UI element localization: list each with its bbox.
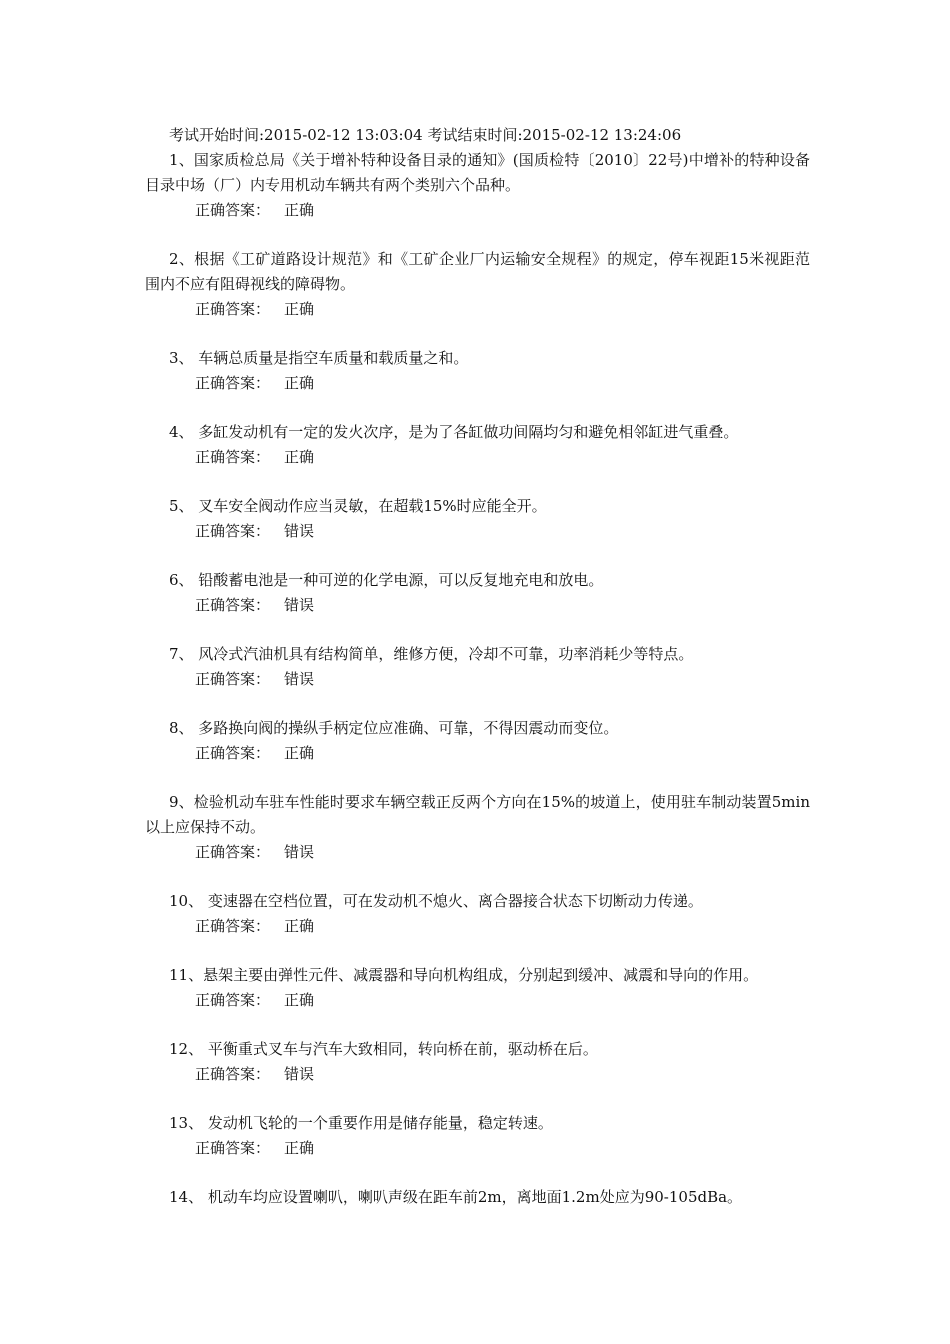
question-item <box>145 889 810 963</box>
answer-value: 正确 <box>284 744 315 762</box>
question-spacer <box>145 1013 810 1037</box>
answer-label: 正确答案： <box>195 448 271 466</box>
answer-label: 正确答案： <box>195 300 271 318</box>
question-text: 2、根据《工矿道路设计规范》和《工矿企业厂内运输安全规程》的规定，停车视距15米视距范围内不应有阻碍视线的障碍物。 <box>145 250 810 293</box>
answer-label: 正确答案： <box>195 670 271 688</box>
answer-value: 错误 <box>284 1065 315 1083</box>
question-item <box>145 346 810 420</box>
question-spacer <box>145 470 810 494</box>
answer-value: 正确 <box>284 991 315 1009</box>
answer-value: 正确 <box>284 1139 315 1157</box>
answer-value: 正确 <box>284 300 315 318</box>
question-spacer <box>145 939 810 963</box>
answer-line <box>145 371 810 396</box>
answer-line <box>145 914 810 939</box>
document-page <box>145 123 810 1210</box>
question-text: 4、 多缸发动机有一定的发火次序，是为了各缸做功间隔均匀和避免相邻缸进气重叠。 <box>169 423 739 441</box>
question-item <box>145 420 810 494</box>
question-spacer <box>145 692 810 716</box>
question-item <box>145 148 810 247</box>
question-text: 1、国家质检总局《关于增补特种设备目录的通知》(国质检特〔2010〕22号)中增补的特种设备目录中场（厂）内专用机动车辆共有两个类别六个品种。 <box>145 151 810 194</box>
question-text: 10、 变速器在空档位置，可在发动机不熄火、离合器接合状态下切断动力传递。 <box>169 892 703 910</box>
answer-label: 正确答案： <box>195 201 271 219</box>
answer-label: 正确答案： <box>195 843 271 861</box>
question-spacer <box>145 1161 810 1185</box>
question-text: 3、 车辆总质量是指空车质量和载质量之和。 <box>169 349 469 367</box>
answer-value: 正确 <box>284 448 315 466</box>
question-item <box>145 568 810 642</box>
question-spacer <box>145 544 810 568</box>
answer-line <box>145 667 810 692</box>
question-item <box>145 247 810 346</box>
answer-value: 错误 <box>284 522 315 540</box>
answer-line <box>145 741 810 766</box>
question-spacer <box>145 618 810 642</box>
answer-value: 正确 <box>284 201 315 219</box>
answer-value: 错误 <box>284 596 315 614</box>
answer-label: 正确答案： <box>195 1139 271 1157</box>
question-item <box>145 790 810 889</box>
exam-time-header: 考试开始时间:2015-02-12 13:03:04 考试结束时间:2015-02-12 13:24:06 <box>169 126 682 144</box>
question-item <box>145 1037 810 1111</box>
answer-label: 正确答案： <box>195 374 271 392</box>
answer-label: 正确答案： <box>195 1065 271 1083</box>
question-item <box>145 642 810 716</box>
question-text: 8、 多路换向阀的操纵手柄定位应准确、可靠，不得因震动而变位。 <box>169 719 619 737</box>
answer-line <box>145 1062 810 1087</box>
question-spacer <box>145 1087 810 1111</box>
question-text: 12、 平衡重式叉车与汽车大致相同，转向桥在前，驱动桥在后。 <box>169 1040 598 1058</box>
answer-line <box>145 198 810 223</box>
answer-line <box>145 593 810 618</box>
question-text: 14、 机动车均应设置喇叭，喇叭声级在距车前2m，离地面1.2m处应为90-105dBa。 <box>169 1188 743 1206</box>
question-text: 7、 风冷式汽油机具有结构简单，维修方便，冷却不可靠，功率消耗少等特点。 <box>169 645 694 663</box>
answer-line <box>145 297 810 322</box>
question-item <box>145 1185 810 1210</box>
answer-value: 错误 <box>284 670 315 688</box>
answer-value: 错误 <box>284 843 315 861</box>
answer-label: 正确答案： <box>195 744 271 762</box>
question-text: 13、 发动机飞轮的一个重要作用是储存能量，稳定转速。 <box>169 1114 553 1132</box>
question-item <box>145 494 810 568</box>
question-spacer <box>145 396 810 420</box>
question-item <box>145 963 810 1037</box>
question-spacer <box>145 223 810 247</box>
question-spacer <box>145 865 810 889</box>
question-text: 9、检验机动车驻车性能时要求车辆空载正反两个方向在15%的坡道上，使用驻车制动装置5min以上应保持不动。 <box>145 793 810 836</box>
question-item <box>145 1111 810 1185</box>
answer-line <box>145 988 810 1013</box>
answer-line <box>145 1136 810 1161</box>
question-spacer <box>145 766 810 790</box>
answer-value: 正确 <box>284 917 315 935</box>
answer-label: 正确答案： <box>195 522 271 540</box>
answer-label: 正确答案： <box>195 917 271 935</box>
answer-label: 正确答案： <box>195 596 271 614</box>
answer-line <box>145 519 810 544</box>
question-text: 11、悬架主要由弹性元件、减震器和导向机构组成，分别起到缓冲、减震和导向的作用。 <box>169 966 759 984</box>
question-item <box>145 716 810 790</box>
question-text: 5、 叉车安全阀动作应当灵敏，在超载15%时应能全开。 <box>169 497 547 515</box>
question-text: 6、 铅酸蓄电池是一种可逆的化学电源，可以反复地充电和放电。 <box>169 571 604 589</box>
answer-line <box>145 840 810 865</box>
answer-label: 正确答案： <box>195 991 271 1009</box>
answer-line <box>145 445 810 470</box>
question-list <box>145 148 810 1210</box>
answer-value: 正确 <box>284 374 315 392</box>
question-spacer <box>145 322 810 346</box>
